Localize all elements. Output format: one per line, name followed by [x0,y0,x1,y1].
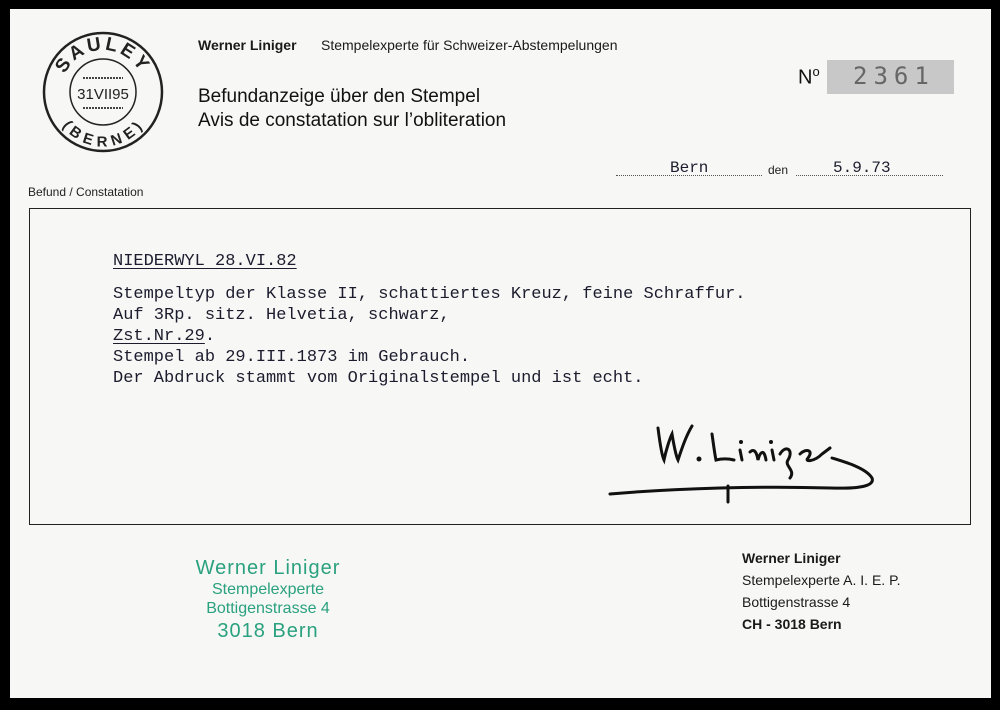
certificate-number: 2361 [853,62,935,90]
catalogue-reference: Zst.Nr.29 [113,327,205,346]
postmark-top-text: SAULEY [51,33,155,77]
postmark-stamp [41,30,165,154]
address-street: Bottigenstrasse 4 [742,594,851,610]
expert-name: Werner Liniger [198,37,297,53]
address-title: Stempelexperte A. I. E. P. [742,572,901,588]
postmark-bottom-text: (BERNE) [59,117,147,151]
date-dotted-line [796,175,943,176]
findings-line-2: Auf 3Rp. sitz. Helvetia, schwarz, [113,306,450,325]
svg-text:SAULEY [51,33,154,76]
address-city: CH - 3018 Bern [742,616,842,632]
number-label: $N^o$ [798,64,820,89]
svg-text:(BERNE) [59,117,147,150]
green-stamp-city: 3018 Bern [217,620,319,642]
issue-place: Bern [670,159,709,177]
findings-line-1: Stempeltyp der Klasse II, schattiertes Kreuz, feine Schraffur. [113,285,746,304]
address-name: Werner Liniger [742,550,841,566]
findings-line-5: Der Abdruck stammt vom Originalstempel und ist echt. [113,369,644,388]
handwritten-signature [600,414,890,509]
green-stamp-title: Stempelexperte [211,581,325,598]
findings-heading: NIEDERWYL 28.VI.82 [113,252,297,271]
title-french: Avis de constatation sur l’obliteration [198,110,507,131]
document-title [198,85,506,133]
den-label: den [768,163,789,177]
title-german: Befundanzeige über den Stempel [198,86,481,107]
green-stamp-street: Bottigenstrasse 4 [206,600,330,617]
green-stamp-name: Werner Liniger [195,557,341,579]
issue-date: 5.9.73 [833,159,891,177]
section-label: Befund / Constatation [28,185,144,199]
findings-line-4: Stempel ab 29.III.1873 im Gebrauch. [113,348,471,367]
postmark-date: 31VII95 [77,86,129,103]
expert-subtitle: Stempelexperte für Schweizer-Abstempelungen [321,37,618,53]
certificate-sheet [10,9,991,698]
findings-line-3: Zst.Nr.29. [113,327,216,346]
place-dotted-line [616,175,762,176]
